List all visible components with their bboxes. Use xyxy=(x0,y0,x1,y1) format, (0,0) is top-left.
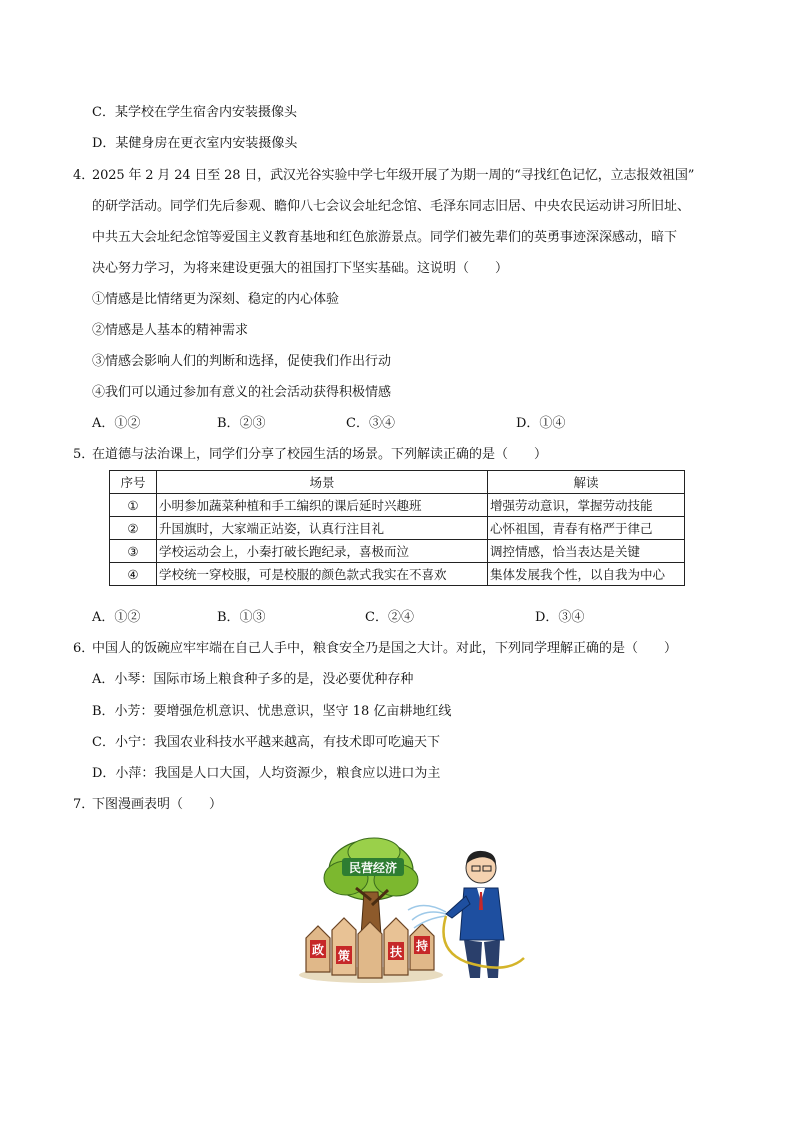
table-row xyxy=(110,494,685,517)
table-row xyxy=(110,517,685,540)
row-scene: 升国旗时，大家端正站姿，认真行注目礼 xyxy=(157,517,488,540)
man-figure xyxy=(446,851,504,978)
q4-statement-1: ①情感是比情绪更为深刻、稳定的内心体验 xyxy=(92,292,340,307)
q4-options xyxy=(0,416,794,432)
q4-stem-line-4: 决心努力学习，为将来建设更强大的祖国打下坚实基础。这说明（ ） xyxy=(92,261,509,276)
q4-statement-4: ④我们可以通过参加有意义的社会活动获得积极情感 xyxy=(92,385,392,400)
q5-options xyxy=(0,610,794,626)
table-row xyxy=(110,563,685,586)
q4-option-b: B．②③ xyxy=(217,416,266,431)
scene-table xyxy=(109,470,685,586)
row-index: ② xyxy=(110,517,157,540)
row-interpretation: 调控情感，恰当表达是关键 xyxy=(488,540,685,563)
q6-option-d: D．小萍：我国是人口大国，人均资源少，粮食应以进口为主 xyxy=(92,766,441,781)
q6-option-a: A．小琴：国际市场上粮食种子多的是，没必要优种存种 xyxy=(92,672,414,687)
fence-char-2: 策 xyxy=(337,949,351,963)
table-row xyxy=(110,540,685,563)
header-interpretation: 解读 xyxy=(488,471,685,494)
tree-label: 民营经济 xyxy=(348,861,398,875)
q4-stem-line-1: 2025 年 2 月 24 日至 28 日，武汉光谷实验中学七年级开展了为期一周的“寻找红色记忆，立志报效祖国” xyxy=(92,168,695,183)
q4-statement-2: ②情感是人基本的精神需求 xyxy=(92,323,249,338)
q4-stem-line-2: 的研学活动。同学们先后参观、瞻仰八七会议会址纪念馆、毛泽东同志旧居、中央农民运动讲习所旧址、 xyxy=(92,199,691,214)
q4-option-d: D．①④ xyxy=(516,416,566,431)
row-index: ③ xyxy=(110,540,157,563)
q5-option-b: B．①③ xyxy=(217,610,266,625)
header-scene: 场景 xyxy=(157,471,488,494)
q6-option-b: B．小芳：要增强危机意识、忧患意识，坚守 18 亿亩耕地红线 xyxy=(92,704,452,719)
q5-number: 5． xyxy=(73,447,95,462)
q4-statement-3: ③情感会影响人们的判断和选择，促使我们作出行动 xyxy=(92,354,392,369)
q4-stem-line-3: 中共五大会址纪念馆等爱国主义教育基地和红色旅游景点。同学们被先辈们的英勇事迹深深感动，暗下 xyxy=(92,230,678,245)
q5-stem: 在道德与法治课上，同学们分享了校园生活的场景。下列解读正确的是（ ） xyxy=(92,447,548,462)
q6-stem: 中国人的饭碗应牢牢端在自己人手中，粮食安全乃是国之大计。对此，下列同学理解正确的是（ ） xyxy=(92,641,678,656)
q7-number: 7． xyxy=(73,797,95,812)
q3-option-d: D．某健身房在更衣室内安装摄像头 xyxy=(92,136,298,151)
fence-char-3: 扶 xyxy=(389,945,403,959)
row-interpretation: 心怀祖国，青春有格严于律己 xyxy=(488,517,685,540)
q5-option-c: C．②④ xyxy=(365,610,414,625)
q3-option-c: C．某学校在学生宿舍内安装摄像头 xyxy=(92,105,297,120)
q4-option-a: A．①② xyxy=(92,416,141,431)
q6-option-c: C．小宁：我国农业科技水平越来越高，有技术即可吃遍天下 xyxy=(92,735,440,750)
q4-number: 4． xyxy=(73,168,95,183)
comic-illustration xyxy=(296,830,530,985)
q4-option-c: C．③④ xyxy=(346,416,395,431)
fence-char-4: 持 xyxy=(415,939,429,953)
row-interpretation: 增强劳动意识，掌握劳动技能 xyxy=(488,494,685,517)
row-interpretation: 集体发展我个性，以自我为中心 xyxy=(488,563,685,586)
q5-option-d: D．③④ xyxy=(535,610,585,625)
row-scene: 小明参加蔬菜种植和手工编织的课后延时兴趣班 xyxy=(157,494,488,517)
row-index: ① xyxy=(110,494,157,517)
row-scene: 学校运动会上，小秦打破长跑纪录，喜极而泣 xyxy=(157,540,488,563)
fence-char-1: 政 xyxy=(311,943,325,957)
header-index: 序号 xyxy=(110,471,157,494)
water-spray xyxy=(408,905,446,928)
table-header-row xyxy=(110,471,685,494)
q7-stem: 下图漫画表明（ ） xyxy=(92,797,223,812)
q6-number: 6． xyxy=(73,641,95,656)
row-scene: 学校统一穿校服，可是校服的颜色款式我实在不喜欢 xyxy=(157,563,488,586)
q5-option-a: A．①② xyxy=(92,610,141,625)
row-index: ④ xyxy=(110,563,157,586)
